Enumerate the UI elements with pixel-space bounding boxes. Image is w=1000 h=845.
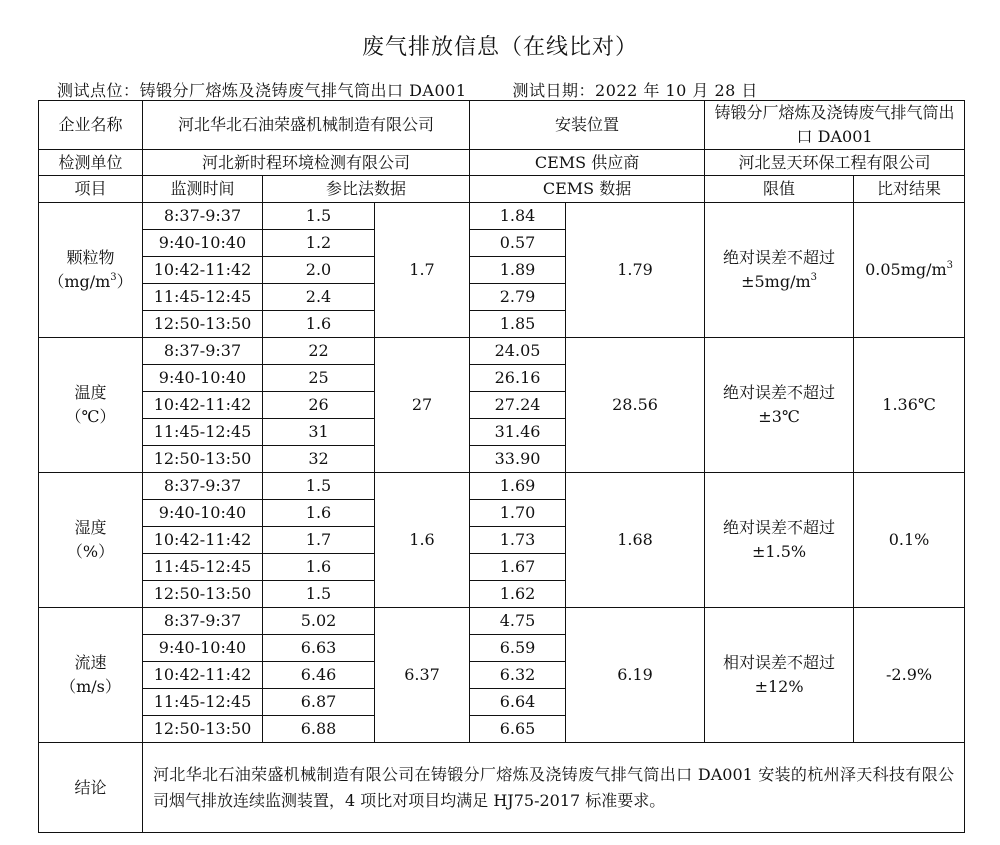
cems-value-cell: 1.89	[470, 257, 566, 284]
result-cell	[854, 338, 965, 473]
limit-rule: 绝对误差不超过	[723, 518, 836, 537]
result-cell	[854, 608, 965, 743]
item-unit: （m/s）	[60, 677, 121, 696]
column-header-row	[39, 176, 965, 203]
reference-average-cell: 1.7	[375, 203, 470, 338]
cems-value-cell: 1.62	[470, 581, 566, 608]
cems-value-cell: 6.59	[470, 635, 566, 662]
test-unit-label: 检测单位	[39, 150, 143, 176]
item-cell	[39, 608, 143, 743]
col-header-reference: 参比法数据	[263, 176, 470, 203]
col-header-time: 监测时间	[143, 176, 263, 203]
limit-value: ±5mg/m	[741, 272, 811, 291]
time-cell: 9:40-10:40	[143, 230, 263, 257]
limit-value: ±1.5%	[752, 542, 807, 561]
test-point-label: 测试点位：	[57, 81, 140, 100]
cems-average-cell: 28.56	[566, 338, 705, 473]
cems-value-cell: 6.64	[470, 689, 566, 716]
item-unit-superscript: 3	[110, 272, 117, 283]
data-row	[39, 338, 965, 365]
cems-value-cell: 31.46	[470, 419, 566, 446]
time-cell: 12:50-13:50	[143, 446, 263, 473]
limit-rule: 相对误差不超过	[723, 653, 836, 672]
reference-average-cell: 1.6	[375, 473, 470, 608]
cems-supplier-value: 河北昱天环保工程有限公司	[705, 150, 965, 176]
cems-supplier-label: CEMS 供应商	[470, 150, 705, 176]
item-name: 颗粒物	[66, 248, 115, 267]
cems-value-cell: 1.84	[470, 203, 566, 230]
conclusion-label: 结论	[39, 743, 143, 833]
cems-value-cell: 1.67	[470, 554, 566, 581]
test-date-label: 测试日期：	[512, 81, 596, 100]
item-cell	[39, 473, 143, 608]
reference-value-cell: 31	[263, 419, 375, 446]
reference-average-cell: 6.37	[375, 608, 470, 743]
cems-value-cell: 1.85	[470, 311, 566, 338]
header-row-units	[39, 150, 965, 176]
cems-value-cell: 24.05	[470, 338, 566, 365]
data-row	[39, 608, 965, 635]
test-point-value: 铸锻分厂熔炼及浇铸废气排气筒出口 DA001	[139, 81, 467, 100]
cems-value-cell: 1.73	[470, 527, 566, 554]
cems-value-cell: 2.79	[470, 284, 566, 311]
limit-cell	[705, 473, 854, 608]
conclusion-row	[39, 743, 965, 833]
item-unit: （%）	[66, 542, 115, 561]
reference-value-cell: 6.87	[263, 689, 375, 716]
limit-cell	[705, 608, 854, 743]
reference-value-cell: 1.5	[263, 473, 375, 500]
limit-value: ±12%	[754, 677, 804, 696]
col-header-item: 项目	[39, 176, 143, 203]
time-cell: 11:45-12:45	[143, 554, 263, 581]
item-unit: （mg/m	[48, 272, 111, 291]
time-cell: 9:40-10:40	[143, 635, 263, 662]
cems-average-cell: 1.68	[566, 473, 705, 608]
item-name: 温度	[74, 383, 107, 402]
reference-value-cell: 26	[263, 392, 375, 419]
time-cell: 8:37-9:37	[143, 203, 263, 230]
company-value: 河北华北石油荣盛机械制造有限公司	[143, 101, 470, 150]
reference-value-cell: 6.63	[263, 635, 375, 662]
reference-value-cell: 1.5	[263, 581, 375, 608]
test-meta	[57, 78, 758, 101]
cems-value-cell: 27.24	[470, 392, 566, 419]
item-cell	[39, 203, 143, 338]
data-row	[39, 203, 965, 230]
test-unit-value: 河北新时程环境检测有限公司	[143, 150, 470, 176]
time-cell: 8:37-9:37	[143, 338, 263, 365]
item-name: 流速	[74, 653, 107, 672]
reference-value-cell: 22	[263, 338, 375, 365]
time-cell: 10:42-11:42	[143, 392, 263, 419]
cems-value-cell: 1.70	[470, 500, 566, 527]
cems-average-cell: 1.79	[566, 203, 705, 338]
reference-value-cell: 1.6	[263, 554, 375, 581]
time-cell: 11:45-12:45	[143, 689, 263, 716]
reference-value-cell: 1.5	[263, 203, 375, 230]
cems-value-cell: 26.16	[470, 365, 566, 392]
time-cell: 10:42-11:42	[143, 662, 263, 689]
time-cell: 12:50-13:50	[143, 581, 263, 608]
reference-value-cell: 2.4	[263, 284, 375, 311]
reference-value-cell: 32	[263, 446, 375, 473]
item-cell	[39, 338, 143, 473]
limit-value: ±3℃	[758, 407, 800, 426]
cems-average-cell: 6.19	[566, 608, 705, 743]
col-header-limit: 限值	[705, 176, 854, 203]
time-cell: 9:40-10:40	[143, 365, 263, 392]
cems-value-cell: 33.90	[470, 446, 566, 473]
time-cell: 10:42-11:42	[143, 257, 263, 284]
result-value: -2.9%	[886, 665, 933, 684]
item-name: 湿度	[74, 518, 107, 537]
item-unit: （℃）	[65, 407, 116, 426]
col-header-cems: CEMS 数据	[470, 176, 705, 203]
reference-value-cell: 6.46	[263, 662, 375, 689]
page-title: 废气排放信息（在线比对）	[361, 35, 638, 60]
col-header-result: 比对结果	[854, 176, 965, 203]
time-cell: 8:37-9:37	[143, 473, 263, 500]
data-row	[39, 473, 965, 500]
test-date-value: 2022 年 10 月 28 日	[595, 81, 758, 100]
reference-value-cell: 5.02	[263, 608, 375, 635]
cems-value-cell: 1.69	[470, 473, 566, 500]
limit-cell	[705, 203, 854, 338]
result-value: 0.1%	[888, 530, 930, 549]
reference-value-cell: 2.0	[263, 257, 375, 284]
cems-value-cell: 6.32	[470, 662, 566, 689]
reference-value-cell: 1.6	[263, 500, 375, 527]
time-cell: 11:45-12:45	[143, 284, 263, 311]
limit-cell	[705, 338, 854, 473]
limit-rule: 绝对误差不超过	[723, 383, 836, 402]
time-cell: 10:42-11:42	[143, 527, 263, 554]
cems-value-cell: 6.65	[470, 716, 566, 743]
company-label: 企业名称	[39, 101, 143, 150]
comparison-table	[38, 100, 965, 833]
header-row-company	[39, 101, 965, 150]
limit-rule: 绝对误差不超过	[723, 248, 836, 267]
cems-value-cell: 4.75	[470, 608, 566, 635]
install-location-label: 安装位置	[470, 101, 705, 150]
result-superscript: 3	[946, 260, 954, 271]
conclusion-text: 河北华北石油荣盛机械制造有限公司在铸锻分厂熔炼及浇铸废气排气筒出口 DA001 安装的杭州泽天科技有限公司烟气排放连续监测装置，4 项比对项目均满足 HJ75-2017 标准要求。	[143, 743, 965, 833]
time-cell: 8:37-9:37	[143, 608, 263, 635]
cems-value-cell: 0.57	[470, 230, 566, 257]
result-value: 1.36℃	[882, 395, 936, 414]
time-cell: 12:50-13:50	[143, 716, 263, 743]
reference-value-cell: 6.88	[263, 716, 375, 743]
time-cell: 11:45-12:45	[143, 419, 263, 446]
time-cell: 12:50-13:50	[143, 311, 263, 338]
result-cell	[854, 473, 965, 608]
reference-value-cell: 1.2	[263, 230, 375, 257]
reference-average-cell: 27	[375, 338, 470, 473]
reference-value-cell: 1.7	[263, 527, 375, 554]
time-cell: 9:40-10:40	[143, 500, 263, 527]
install-location-value: 铸锻分厂熔炼及浇铸废气排气筒出口 DA001	[705, 101, 965, 150]
limit-superscript: 3	[810, 272, 818, 283]
reference-value-cell: 1.6	[263, 311, 375, 338]
reference-value-cell: 25	[263, 365, 375, 392]
result-value: 0.05mg/m	[865, 260, 947, 279]
result-cell	[854, 203, 965, 338]
item-unit-close: ）	[116, 272, 133, 291]
